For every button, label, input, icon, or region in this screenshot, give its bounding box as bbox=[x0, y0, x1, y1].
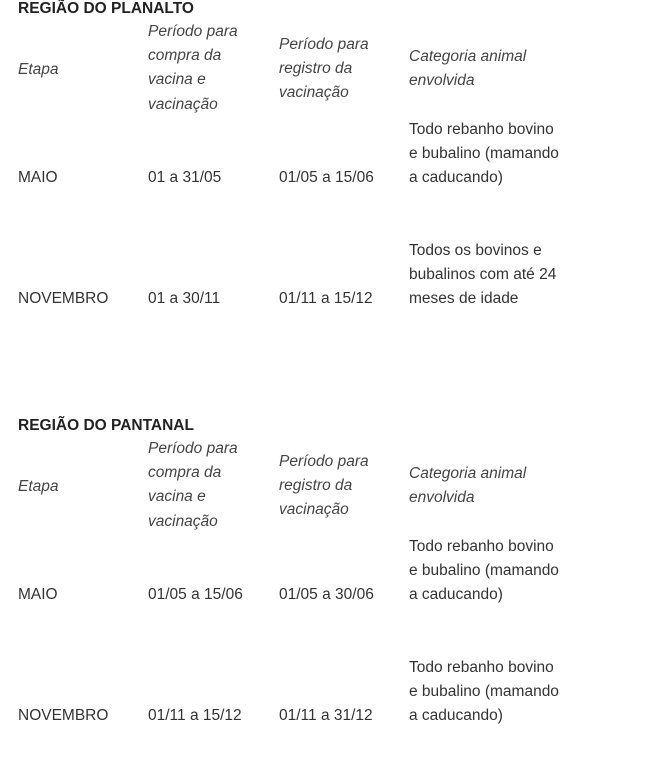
section-title: REGIÃO DO PLANALTO bbox=[18, 0, 194, 17]
row-registro: 01/11 a 15/12 bbox=[279, 290, 373, 307]
header-categoria: Categoria animal envolvida bbox=[409, 465, 527, 507]
row-etapa: MAIO bbox=[18, 586, 58, 603]
section-title: REGIÃO DO PANTANAL bbox=[18, 417, 194, 434]
row-etapa: NOVEMBRO bbox=[18, 290, 109, 307]
header-etapa: Etapa bbox=[18, 478, 59, 495]
header-categoria: Categoria animal envolvida bbox=[409, 48, 527, 90]
row-categoria: Todo rebanho bovino e bubalino (mamando a caducando) bbox=[409, 659, 559, 725]
row-compra: 01/05 a 15/06 bbox=[148, 586, 243, 603]
row-categoria: Todo rebanho bovino e bubalino (mamando a caducando) bbox=[409, 538, 559, 604]
row-categoria: Todos os bovinos e bubalinos com até 24 meses de idade bbox=[409, 242, 557, 308]
row-etapa: NOVEMBRO bbox=[18, 707, 109, 724]
row-etapa: MAIO bbox=[18, 169, 58, 186]
row-registro: 01/05 a 15/06 bbox=[279, 169, 374, 186]
header-compra: Período para compra da vacina e vacinação bbox=[148, 23, 238, 113]
row-compra: 01 a 30/11 bbox=[148, 290, 221, 307]
row-compra: 01/11 a 15/12 bbox=[148, 707, 242, 724]
header-registro: Período para registro da vacinação bbox=[279, 453, 369, 519]
header-etapa: Etapa bbox=[18, 61, 59, 78]
row-registro: 01/05 a 30/06 bbox=[279, 586, 374, 603]
row-registro: 01/11 a 31/12 bbox=[279, 707, 373, 724]
row-compra: 01 a 31/05 bbox=[148, 169, 222, 186]
header-compra: Período para compra da vacina e vacinação bbox=[148, 440, 238, 530]
row-categoria: Todo rebanho bovino e bubalino (mamando a caducando) bbox=[409, 121, 559, 187]
header-registro: Período para registro da vacinação bbox=[279, 36, 369, 102]
